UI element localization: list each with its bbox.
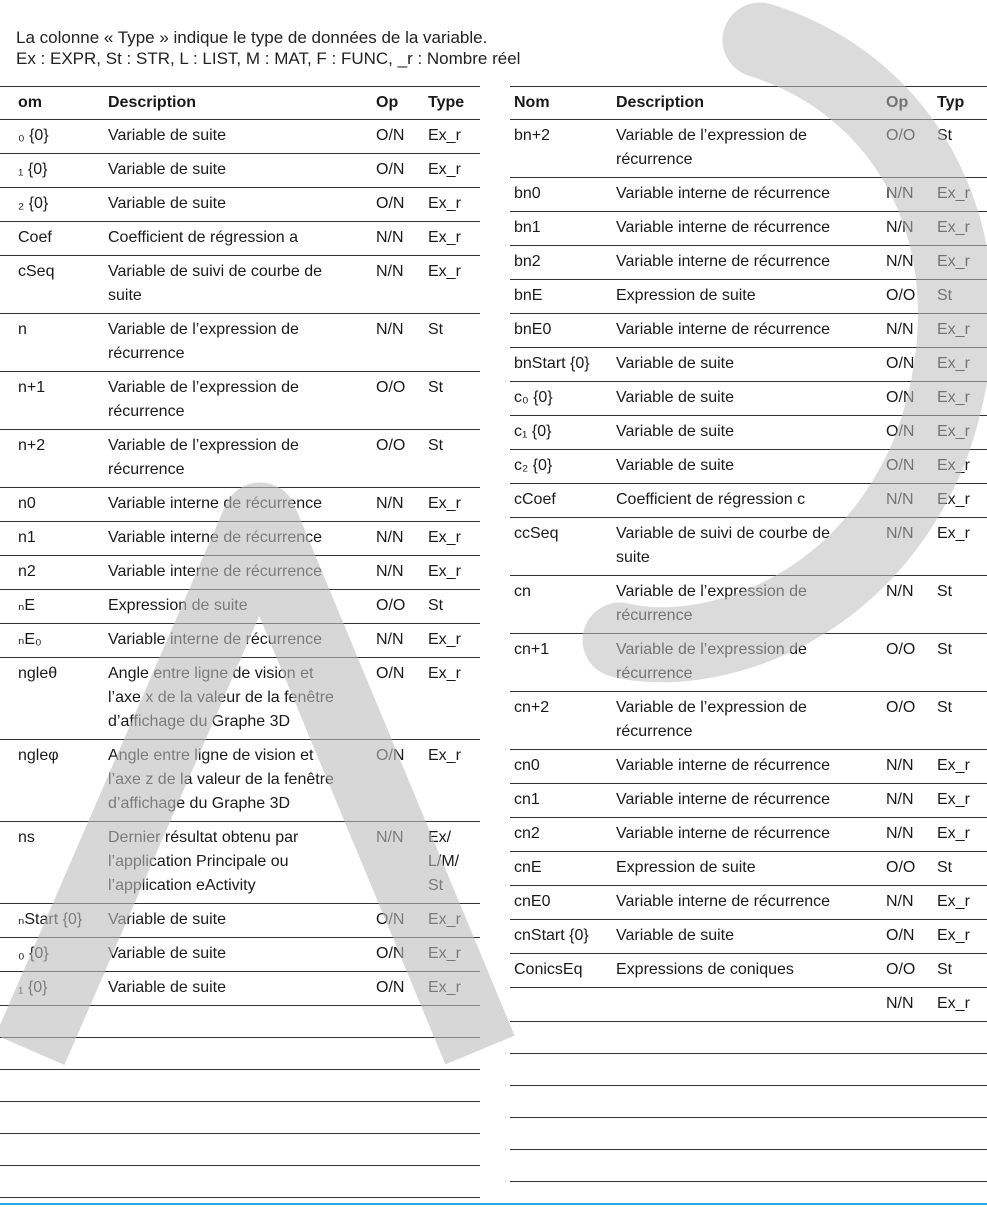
cell-name: cn0 [514, 757, 540, 774]
cell-description: Variable interne de récurrence [108, 495, 323, 512]
table-row [510, 576, 987, 634]
table-row [0, 740, 480, 822]
cell-description: Variable de suivi de courbe de suite [616, 525, 831, 566]
cell-op: O/N [376, 747, 405, 764]
cell-description: Expressions de coniques [616, 961, 794, 978]
cell-name: cnE [514, 859, 542, 876]
cell-op: N/N [886, 491, 914, 508]
cell-name: ₙE₀ [18, 631, 42, 648]
cell-description: Expression de suite [616, 287, 756, 304]
table-row [0, 430, 480, 488]
cell-name: c₁ {0} [514, 423, 552, 440]
cell-name: n+2 [18, 437, 46, 454]
table-row [510, 348, 987, 382]
cell-op: O/N [886, 423, 915, 440]
cell-name: ccSeq [514, 525, 559, 542]
cell-type: Ex_r [937, 457, 970, 474]
cell-type: Ex_r [937, 491, 970, 508]
empty-row [0, 1134, 480, 1166]
cell-description [616, 992, 886, 1016]
cell-type: Ex_r [428, 529, 461, 546]
cell-op: O/N [376, 195, 405, 212]
cell-description: Variable interne de récurrence [616, 757, 831, 774]
cell-type: St [428, 437, 444, 454]
cell-type: Ex_r [937, 321, 970, 338]
empty-row [510, 1054, 987, 1086]
cell-name: ngleφ [18, 747, 59, 764]
cell-description: Variable de suite [616, 457, 734, 474]
cell-op: N/N [886, 893, 914, 910]
cell-type: Ex_r [937, 927, 970, 944]
cell-description: Variable interne de récurrence [616, 893, 831, 910]
cell-op: N/N [886, 995, 914, 1012]
cell-type: Ex_r [428, 747, 461, 764]
footer-accent-line [0, 1203, 987, 1205]
cell-description: Coefficient de régression c [616, 491, 806, 508]
cell-description: Variable de suite [616, 927, 734, 944]
cell-type: St [937, 127, 953, 144]
cell-type: St [937, 583, 953, 600]
table-row [510, 212, 987, 246]
table-row [0, 222, 480, 256]
table-row [510, 450, 987, 484]
table-row [510, 920, 987, 954]
cell-name: ₁ {0} [18, 161, 48, 178]
cell-type: Ex_r [937, 791, 970, 808]
cell-op: O/N [376, 979, 405, 996]
table-row [0, 314, 480, 372]
table-body [510, 120, 987, 1182]
header-description: Description [108, 94, 197, 111]
header-description: Description [616, 94, 705, 111]
table-row [510, 518, 987, 576]
cell-name: cn+1 [514, 641, 550, 658]
cell-description: Variable de suivi de courbe de suite [108, 263, 323, 304]
cell-description: Variable de l’expression de récurrence [108, 437, 299, 478]
cell-type: St [428, 321, 444, 338]
empty-row [0, 1038, 480, 1070]
cell-name: bnE0 [514, 321, 552, 338]
table-row [510, 484, 987, 518]
cell-type: Ex/ L/M/ St [428, 829, 460, 894]
cell-op: N/N [376, 563, 404, 580]
cell-op: O/N [376, 945, 405, 962]
cell-name: bnE [514, 287, 543, 304]
empty-row [510, 1150, 987, 1182]
cell-type: Ex_r [428, 945, 461, 962]
cell-type: Ex_r [937, 355, 970, 372]
header-op: Op [886, 94, 909, 111]
table-header [510, 86, 987, 120]
header-name: om [18, 94, 42, 111]
cell-type: Ex_r [428, 161, 461, 178]
cell-op: N/N [886, 321, 914, 338]
cell-type: Ex_r [937, 423, 970, 440]
header-op: Op [376, 94, 399, 111]
cell-op: N/N [376, 529, 404, 546]
empty-row [510, 1086, 987, 1118]
cell-type: St [937, 641, 953, 658]
cell-description: Variable de l’expression de récurrence [108, 379, 299, 420]
empty-row [0, 1166, 480, 1198]
cell-description: Variable interne de récurrence [108, 563, 323, 580]
cell-description: Variable de suite [616, 389, 734, 406]
cell-op: O/N [376, 911, 405, 928]
cell-op: N/N [886, 253, 914, 270]
cell-type: Ex_r [428, 127, 461, 144]
cell-name: cnStart {0} [514, 927, 589, 944]
cell-type: Ex_r [937, 525, 970, 542]
table-row [510, 246, 987, 280]
table-row [0, 658, 480, 740]
cell-op: N/N [886, 791, 914, 808]
cell-name: bn+2 [514, 127, 551, 144]
table-row [510, 818, 987, 852]
cell-op: O/O [376, 379, 406, 396]
cell-description: Variable interne de récurrence [616, 321, 831, 338]
cell-type: Ex_r [937, 893, 970, 910]
empty-row [0, 1006, 480, 1038]
cell-type: St [428, 379, 444, 396]
cell-op: N/N [886, 219, 914, 236]
cell-op: N/N [886, 825, 914, 842]
cell-name: ₁ {0} [18, 979, 48, 996]
cell-type: Ex_r [428, 979, 461, 996]
cell-op: O/O [886, 641, 916, 658]
cell-description: Expression de suite [108, 597, 248, 614]
cell-name: cSeq [18, 263, 55, 280]
table-body [0, 120, 480, 1198]
cell-type: Ex_r [937, 185, 970, 202]
cell-name: ₙE [18, 597, 36, 614]
cell-name: cn+2 [514, 699, 550, 716]
cell-op: N/N [886, 185, 914, 202]
cell-description: Variable de suite [108, 911, 226, 928]
cell-op: N/N [886, 525, 914, 542]
cell-op: O/N [886, 389, 915, 406]
cell-description: Variable de l’expression de récurrence [616, 641, 807, 682]
cell-description: Variable de suite [108, 161, 226, 178]
cell-description: Variable de suite [108, 945, 226, 962]
table-row [0, 822, 480, 904]
table-row [510, 382, 987, 416]
cell-name: Coef [18, 229, 52, 246]
cell-type: St [937, 287, 953, 304]
cell-op: O/O [886, 859, 916, 876]
cell-description: Variable interne de récurrence [616, 185, 831, 202]
cell-type: Ex_r [937, 253, 970, 270]
cell-type: Ex_r [428, 563, 461, 580]
cell-name: cnE0 [514, 893, 551, 910]
cell-description: Variable de suite [108, 127, 226, 144]
cell-op: O/N [376, 127, 405, 144]
cell-name: n+1 [18, 379, 46, 396]
cell-name: bn2 [514, 253, 541, 270]
table-row [510, 954, 987, 988]
table-row [0, 256, 480, 314]
table-row [510, 178, 987, 212]
cell-op: O/N [376, 665, 405, 682]
cell-description: Variable interne de récurrence [616, 219, 831, 236]
cell-op: O/N [376, 161, 405, 178]
empty-row [0, 1070, 480, 1102]
cell-name: n1 [18, 529, 36, 546]
cell-op: N/N [376, 229, 404, 246]
cell-name: n0 [18, 495, 36, 512]
table-row [510, 120, 987, 178]
cell-name: c₂ {0} [514, 457, 553, 474]
cell-name: ₂ {0} [18, 195, 49, 212]
cell-op: O/O [376, 437, 406, 454]
cell-name: ConicsEq [514, 961, 583, 978]
cell-type: Ex_r [428, 631, 461, 648]
cell-op: O/N [886, 457, 915, 474]
intro-line-1: La colonne « Type » indique le type de données de la variable. [16, 28, 488, 47]
cell-description: Variable interne de récurrence [108, 529, 323, 546]
cell-name: ₙStart {0} [18, 911, 83, 928]
cell-name: ₀ {0} [18, 127, 49, 144]
cell-description: Variable de suite [616, 423, 734, 440]
cell-op: N/N [376, 631, 404, 648]
cell-name: ₀ {0} [18, 945, 49, 962]
table-row [510, 852, 987, 886]
cell-op: N/N [886, 757, 914, 774]
cell-description: Coefficient de régression a [108, 229, 299, 246]
cell-description: Variable de suite [108, 979, 226, 996]
cell-description: Variable de l’expression de récurrence [616, 699, 807, 740]
cell-description: Variable interne de récurrence [108, 631, 323, 648]
header-type: Type [428, 94, 465, 111]
cell-description: Angle entre ligne de vision et l’axe x de la valeur de la fenêtre d’affichage du Graphe 3D [108, 665, 334, 730]
table-row [0, 154, 480, 188]
cell-name: ngleθ [18, 665, 58, 682]
cell-name: c₀ {0} [514, 389, 553, 406]
cell-name: bn1 [514, 219, 541, 236]
cell-name [510, 992, 616, 1016]
table-row [510, 750, 987, 784]
cell-op: N/N [376, 263, 404, 280]
variables-table-left [0, 86, 480, 1198]
cell-name: bnStart {0} [514, 355, 590, 372]
cell-name: ns [18, 829, 35, 846]
cell-description: Variable de l’expression de récurrence [616, 127, 807, 168]
cell-description: Variable interne de récurrence [616, 253, 831, 270]
header-type: Typ [937, 94, 965, 111]
cell-name: cn2 [514, 825, 540, 842]
table-row [510, 692, 987, 750]
cell-type: Ex_r [937, 757, 970, 774]
intro-line-2: Ex : EXPR, St : STR, L : LIST, M : MAT, F : FUNC, _r : Nombre réel [16, 49, 521, 68]
table-row [510, 314, 987, 348]
table-row [0, 120, 480, 154]
cell-name: n [18, 321, 27, 338]
cell-op: O/N [886, 927, 915, 944]
cell-description: Variable interne de récurrence [616, 791, 831, 808]
cell-name: cn [514, 583, 531, 600]
cell-description: Angle entre ligne de vision et l’axe z de la valeur de la fenêtre d’affichage du Graphe 3D [108, 747, 334, 812]
cell-description: Variable interne de récurrence [616, 825, 831, 842]
cell-type: Ex_r [937, 389, 970, 406]
cell-op: O/O [886, 287, 916, 304]
cell-name: cCoef [514, 491, 556, 508]
table-row [0, 188, 480, 222]
table-row [510, 280, 987, 314]
variables-table-right [510, 86, 987, 1182]
cell-op: N/N [376, 829, 404, 846]
intro-text [16, 27, 520, 69]
empty-row [0, 1102, 480, 1134]
cell-type: Ex_r [428, 495, 461, 512]
table-row [510, 416, 987, 450]
cell-type: Ex_r [428, 263, 461, 280]
cell-type: Ex_r [937, 995, 970, 1012]
cell-type: Ex_r [428, 195, 461, 212]
cell-description: Variable de suite [108, 195, 226, 212]
cell-type: St [937, 859, 953, 876]
cell-type: St [937, 699, 953, 716]
empty-row [510, 1022, 987, 1054]
header-name: Nom [514, 94, 550, 111]
empty-row [510, 1118, 987, 1150]
cell-description: Variable de l’expression de récurrence [616, 583, 807, 624]
table-row [0, 556, 480, 590]
cell-type: Ex_r [428, 665, 461, 682]
table-row [0, 904, 480, 938]
table-row [510, 988, 987, 1022]
cell-op: O/O [376, 597, 406, 614]
cell-op: O/O [886, 961, 916, 978]
cell-op: N/N [886, 583, 914, 600]
table-row [0, 372, 480, 430]
cell-type: Ex_r [937, 219, 970, 236]
cell-op: O/O [886, 699, 916, 716]
cell-type: Ex_r [937, 825, 970, 842]
table-row [0, 624, 480, 658]
cell-type: St [428, 597, 444, 614]
table-row [0, 522, 480, 556]
table-header [0, 86, 480, 120]
table-row [0, 590, 480, 624]
cell-op: N/N [376, 321, 404, 338]
table-row [510, 784, 987, 818]
cell-description: Dernier résultat obtenu par l’application Principale ou l’application eActivity [108, 829, 299, 894]
cell-type: Ex_r [428, 911, 461, 928]
cell-op: O/O [886, 127, 916, 144]
cell-op: N/N [376, 495, 404, 512]
table-row [510, 886, 987, 920]
table-row [0, 938, 480, 972]
table-row [0, 488, 480, 522]
cell-op: O/N [886, 355, 915, 372]
cell-type: St [937, 961, 953, 978]
cell-description: Variable de suite [616, 355, 734, 372]
cell-name: n2 [18, 563, 36, 580]
cell-name: cn1 [514, 791, 540, 808]
table-row [0, 972, 480, 1006]
cell-description: Variable de l’expression de récurrence [108, 321, 299, 362]
cell-description: Expression de suite [616, 859, 756, 876]
cell-type: Ex_r [428, 229, 461, 246]
table-row [510, 634, 987, 692]
cell-name: bn0 [514, 185, 541, 202]
